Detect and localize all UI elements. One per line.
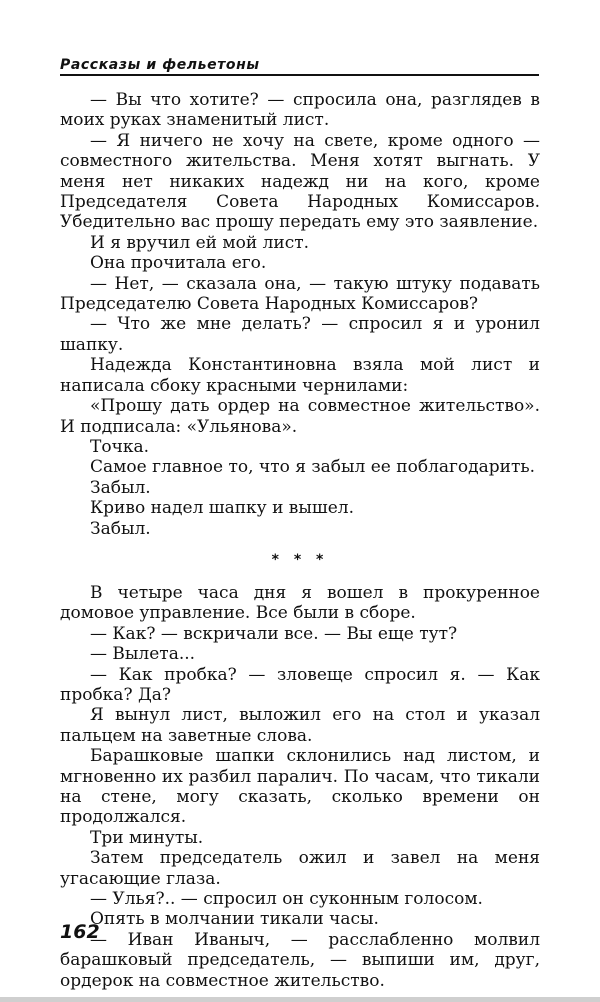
paragraph: — Улья?.. — спросил он суконным голосом. (90, 889, 483, 910)
paragraph: Самое главное то, что я забыл ее поблагодарить. (90, 457, 536, 478)
page-number: 162 (60, 921, 100, 943)
paragraph: — Как? — вскричали все. — Вы еще тут? (90, 623, 458, 644)
paragraph: Надежда Константиновна взяла мой лист и написала сбоку красными чернилами: (60, 355, 540, 396)
paragraph: И я вручил ей мой лист. (90, 232, 310, 253)
paragraph: В четыре часа дня я вошел в прокуренное домовое управление. Все были в сборе. (60, 582, 540, 624)
scan-edge (0, 997, 600, 1002)
page-body (60, 90, 540, 991)
paragraph: — Я ничего не хочу на свете, кроме одного — совместного жительства. Меня хотят выгнать. У меня нет никаких надежд ни на кого, кроме Председателя Совета Народных Комиссаров. Убедительно вас прошу передать ему это заявление. (60, 130, 540, 233)
section-separator: * * * (271, 551, 329, 568)
paragraph: Затем председатель ожил и завел на меня угасающие глаза. (60, 848, 540, 889)
running-header: Рассказы и фельетоны (60, 57, 260, 73)
header-divider (60, 74, 539, 76)
paragraph: Три минуты. (90, 827, 204, 848)
paragraph: Барашковые шапки склонились над листом, и мгновенно их разбил паралич. По часам, что тикали на стене, могу сказать, сколько времени он продолжался. (60, 746, 540, 828)
paragraph: Точка. (90, 436, 149, 457)
paragraph: «Прошу дать ордер на совместное жительство». И подписала: «Ульянова». (60, 396, 540, 437)
paragraph: — Что же мне делать? — спросил я и уронил шапку. (60, 314, 540, 355)
paragraph: — Как пробка? — зловеще спросил я. — Как пробка? Да? (60, 664, 540, 705)
paragraph: — Вы что хотите? — спросила она, разглядев в моих руках знаменитый лист. (60, 90, 540, 131)
paragraph: — Нет, — сказала она, — такую штуку подавать Председателю Совета Народных Комиссаров? (60, 273, 540, 315)
paragraph: Я вынул лист, выложил его на стол и указал пальцем на заветные слова. (60, 705, 540, 746)
paragraph: — Вылета... (90, 644, 196, 665)
paragraph: Забыл. (90, 518, 151, 539)
paragraph: Забыл. (90, 477, 151, 498)
paragraph: Криво надел шапку и вышел. (90, 498, 354, 519)
paragraph: Она прочитала его. (90, 253, 267, 274)
paragraph: Опять в молчании тикали часы. (90, 909, 379, 930)
paragraph: — Иван Иваныч, — расслабленно молвил барашковый председатель, — выпиши им, друг, ордерок на совместное жительство. (60, 929, 540, 991)
